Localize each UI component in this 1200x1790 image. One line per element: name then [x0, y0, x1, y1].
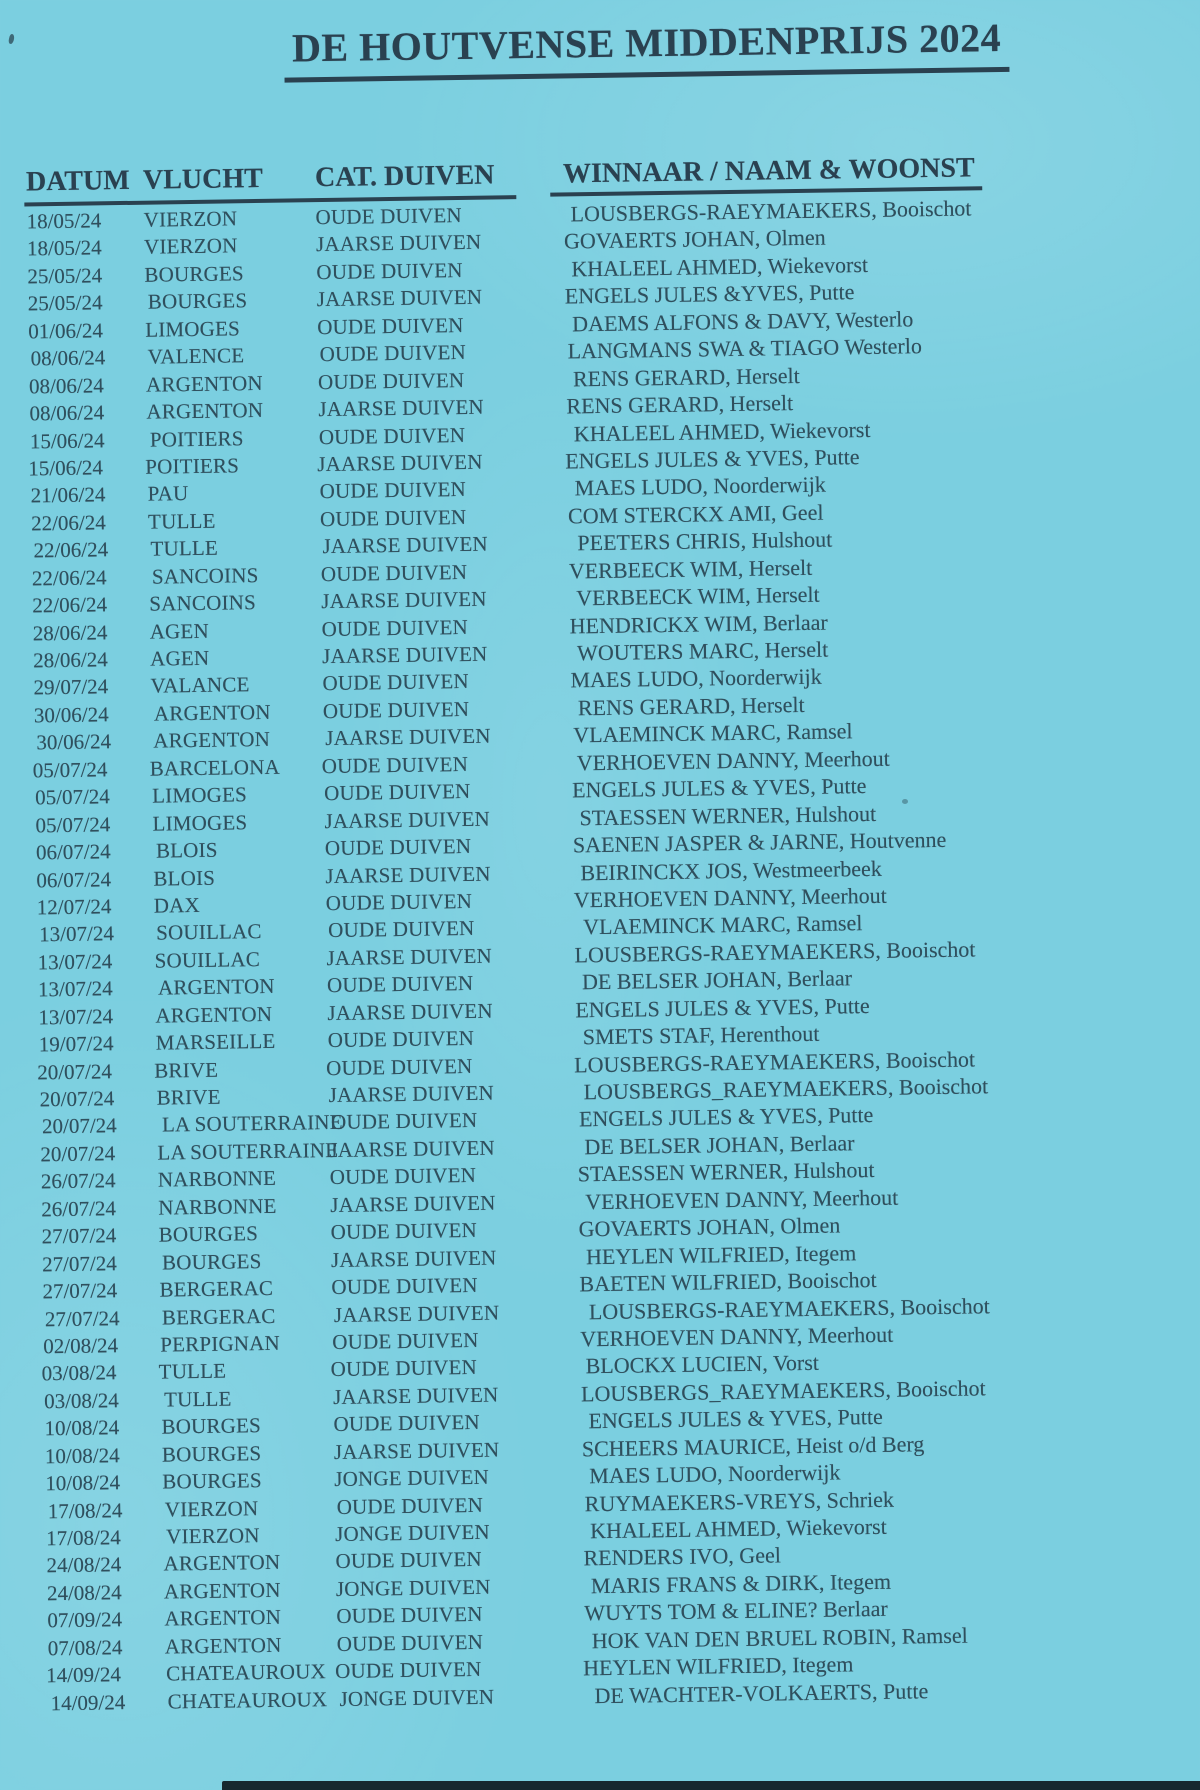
cell-vlucht: BOURGES: [147, 288, 248, 314]
cell-vlucht: BOURGES: [158, 1221, 259, 1247]
cell-vlucht: TULLE: [150, 535, 219, 561]
cell-cat-duiven: OUDE DUIVEN: [329, 1163, 477, 1190]
cell-datum: 05/07/24: [35, 811, 111, 837]
cell-winnaar: SMETS STAF, Herenthout: [582, 1020, 820, 1050]
cell-datum: 14/09/24: [46, 1662, 122, 1688]
cell-vlucht: VIERZON: [164, 1495, 259, 1522]
cell-cat-duiven: JAARSE DUIVEN: [322, 531, 488, 559]
cell-datum: 25/05/24: [27, 263, 103, 289]
cell-datum: 18/05/24: [26, 235, 102, 261]
cell-vlucht: BOURGES: [161, 1413, 262, 1439]
cell-datum: 27/07/24: [42, 1278, 118, 1304]
cell-cat-duiven: JAARSE DUIVEN: [316, 285, 483, 312]
cell-cat-duiven: JAARSE DUIVEN: [328, 1080, 495, 1108]
cell-vlucht: LIMOGES: [151, 782, 248, 808]
cell-winnaar: ENGELS JULES & YVES, Putte: [565, 444, 860, 474]
cell-datum: 07/08/24: [47, 1634, 123, 1661]
cell-cat-duiven: JONGE DUIVEN: [335, 1574, 491, 1601]
cell-winnaar: VERBEECK WIM, Herselt: [576, 581, 820, 611]
cell-cat-duiven: OUDE DUIVEN: [321, 614, 469, 641]
cell-winnaar: LOUSBERGS-RAEYMAEKERS, Booischot: [574, 936, 976, 968]
cell-winnaar: SCHEERS MAURICE, Heist o/d Berg: [581, 1430, 925, 1462]
cell-cat-duiven: OUDE DUIVEN: [316, 257, 463, 285]
cell-vlucht: LA SOUTERRAINE: [161, 1110, 343, 1137]
cell-datum: 08/06/24: [30, 345, 106, 371]
cell-vlucht: BOURGES: [161, 1248, 262, 1275]
cell-datum: 17/08/24: [45, 1525, 121, 1551]
cell-datum: 08/06/24: [28, 372, 104, 399]
cell-winnaar: COM STERCKX AMI, Geel: [567, 499, 824, 529]
cell-datum: 25/05/24: [27, 290, 103, 316]
cell-winnaar: MAES LUDO, Noorderwijk: [589, 1459, 841, 1489]
cell-vlucht: LA SOUTERRAINE: [157, 1137, 339, 1165]
cell-vlucht: NARBONNE: [157, 1166, 277, 1192]
cell-cat-duiven: OUDE DUIVEN: [335, 1547, 482, 1574]
cell-vlucht: SANCOINS: [151, 562, 259, 589]
cell-vlucht: ARGENTON: [163, 1550, 281, 1576]
cell-datum: 27/07/24: [41, 1223, 117, 1249]
cell-cat-duiven: JAARSE DUIVEN: [324, 806, 491, 833]
cell-datum: 13/07/24: [37, 976, 113, 1002]
cell-cat-duiven: JAARSE DUIVEN: [333, 1437, 500, 1464]
cell-cat-duiven: JAARSE DUIVEN: [325, 723, 491, 751]
cell-winnaar: STAESSEN WERNER, Hulshout: [579, 800, 877, 830]
cell-datum: 01/06/24: [28, 318, 104, 344]
cell-winnaar: LOUSBERGS-RAEYMAEKERS, Booischot: [570, 195, 972, 227]
cell-cat-duiven: JONGE DUIVEN: [334, 1519, 490, 1547]
cell-cat-duiven: OUDE DUIVEN: [330, 1218, 478, 1245]
cell-cat-duiven: JAARSE DUIVEN: [325, 861, 491, 888]
cell-winnaar: ENGELS JULES & YVES, Putte: [578, 1102, 874, 1132]
cell-winnaar: MARIS FRANS & DIRK, Itegem: [590, 1568, 892, 1599]
cell-winnaar: ENGELS JULES & YVES, Putte: [571, 773, 867, 803]
cell-datum: 24/08/24: [46, 1552, 122, 1578]
cell-datum: 28/06/24: [32, 619, 108, 645]
cell-vlucht: BERGERAC: [159, 1275, 274, 1302]
cell-cat-duiven: OUDE DUIVEN: [336, 1492, 484, 1519]
cell-cat-duiven: OUDE DUIVEN: [330, 1108, 478, 1135]
cell-vlucht: BERGERAC: [161, 1303, 276, 1330]
cell-winnaar: PEETERS CHRIS, Hulshout: [577, 526, 833, 556]
cell-cat-duiven: OUDE DUIVEN: [330, 1355, 478, 1382]
cell-datum: 26/07/24: [40, 1168, 116, 1194]
cell-winnaar: VERHOEVEN DANNY, Meerhout: [576, 745, 890, 776]
cell-datum: 06/07/24: [35, 839, 111, 865]
cell-vlucht: BRIVE: [154, 1057, 219, 1083]
cell-cat-duiven: JAARSE DUIVEN: [327, 998, 493, 1025]
cell-cat-duiven: OUDE DUIVEN: [317, 367, 465, 394]
cell-datum: 20/07/24: [39, 1086, 115, 1112]
cell-cat-duiven: OUDE DUIVEN: [326, 1053, 473, 1080]
cell-cat-duiven: OUDE DUIVEN: [317, 312, 464, 339]
cell-winnaar: RENS GERARD, Herselt: [566, 390, 794, 419]
cell-cat-duiven: OUDE DUIVEN: [336, 1602, 483, 1629]
cell-cat-duiven: JAARSE DUIVEN: [321, 586, 487, 614]
cell-vlucht: ARGENTON: [157, 974, 275, 1000]
cell-cat-duiven: OUDE DUIVEN: [334, 1657, 482, 1684]
cell-winnaar: HEYLEN WILFRIED, Itegem: [585, 1239, 857, 1269]
cell-vlucht: ARGENTON: [153, 727, 271, 753]
cell-winnaar: GOVAERTS JOHAN, Olmen: [563, 225, 826, 254]
cell-datum: 17/08/24: [47, 1497, 123, 1523]
cell-datum: 19/07/24: [38, 1031, 114, 1057]
cell-vlucht: TULLE: [163, 1386, 232, 1412]
cell-cat-duiven: JAARSE DUIVEN: [330, 1245, 497, 1272]
page-title: DE HOUTVENSE MIDDENPRIJS 2024: [284, 14, 1010, 83]
cell-vlucht: PAU: [147, 481, 189, 507]
cell-cat-duiven: OUDE DUIVEN: [326, 971, 474, 998]
cell-cat-duiven: OUDE DUIVEN: [315, 202, 463, 230]
cell-vlucht: ARGENTON: [164, 1632, 282, 1659]
cell-vlucht: DAX: [153, 892, 201, 918]
cell-datum: 18/05/24: [26, 208, 102, 234]
cell-vlucht: AGEN: [149, 618, 210, 644]
cell-cat-duiven: OUDE DUIVEN: [325, 888, 473, 916]
cell-cat-duiven: JAARSE DUIVEN: [318, 394, 484, 422]
cell-vlucht: BOURGES: [162, 1468, 262, 1494]
cell-cat-duiven: OUDE DUIVEN: [321, 751, 469, 778]
cell-cat-duiven: JAARSE DUIVEN: [321, 641, 488, 669]
cell-datum: 27/07/24: [41, 1250, 117, 1276]
cell-winnaar: RENS GERARD, Herselt: [577, 691, 805, 721]
cell-winnaar: WOUTERS MARC, Herselt: [576, 636, 829, 666]
cell-cat-duiven: OUDE DUIVEN: [322, 669, 469, 696]
cell-datum: 29/07/24: [33, 674, 109, 700]
cell-winnaar: HENDRICKX WIM, Berlaar: [569, 609, 828, 638]
cell-winnaar: HOK VAN DEN BRUEL ROBIN, Ramsel: [591, 1622, 968, 1653]
cell-winnaar: RUYMAEKERS-VREYS, Schriek: [584, 1486, 895, 1516]
cell-vlucht: BLOIS: [155, 837, 218, 863]
cell-vlucht: LIMOGES: [145, 316, 241, 342]
cell-cat-duiven: JAARSE DUIVEN: [329, 1135, 495, 1162]
cell-datum: 20/07/24: [37, 1058, 113, 1084]
cell-winnaar: LOUSBERGS-RAEYMAEKERS, Booischot: [588, 1292, 990, 1324]
cell-cat-duiven: OUDE DUIVEN: [319, 504, 467, 531]
cell-vlucht: TULLE: [147, 508, 216, 534]
cell-winnaar: DE BELSER JOHAN, Berlaar: [581, 965, 853, 995]
cell-cat-duiven: OUDE DUIVEN: [318, 422, 466, 449]
cell-vlucht: BLOIS: [153, 865, 216, 891]
cell-vlucht: POITIERS: [149, 425, 244, 452]
cell-datum: 10/08/24: [45, 1470, 121, 1496]
cell-cat-duiven: OUDE DUIVEN: [323, 779, 471, 806]
cell-datum: 03/08/24: [41, 1360, 117, 1386]
cell-vlucht: PERPIGNAN: [160, 1330, 281, 1357]
cell-winnaar: KHALEEL AHMED, Wiekevorst: [571, 251, 869, 282]
cell-vlucht: AGEN: [149, 645, 210, 671]
cell-cat-duiven: OUDE DUIVEN: [324, 833, 472, 861]
cell-cat-duiven: JAARSE DUIVEN: [332, 1382, 499, 1409]
cell-datum: 13/07/24: [38, 1003, 114, 1030]
cell-winnaar: DE WACHTER-VOLKAERTS, Putte: [594, 1677, 929, 1708]
cell-datum: 30/06/24: [36, 729, 112, 755]
cell-winnaar: ENGELS JULES & YVES, Putte: [588, 1404, 883, 1434]
cell-vlucht: SOUILLAC: [154, 946, 261, 973]
results-table: [0, 191, 1200, 1718]
cell-cat-duiven: JAARSE DUIVEN: [317, 449, 483, 477]
cell-cat-duiven: JONGE DUIVEN: [334, 1464, 490, 1492]
cell-datum: 22/06/24: [32, 592, 108, 618]
cell-datum: 14/09/24: [50, 1689, 126, 1715]
cell-datum: 10/08/24: [44, 1442, 120, 1468]
column-header-winnaar: WINNAAR / NAAM & WOONST: [562, 152, 975, 190]
cell-datum: 05/07/24: [34, 784, 111, 810]
cell-datum: 05/07/24: [32, 757, 108, 783]
cell-vlucht: LIMOGES: [152, 809, 248, 836]
cell-vlucht: BRIVE: [156, 1084, 221, 1110]
cell-vlucht: CHATEAUROUX: [167, 1686, 328, 1714]
cell-winnaar: RENDERS IVO, Geel: [583, 1542, 782, 1571]
cell-winnaar: BEIRINCKX JOS, Westmeerbeek: [580, 855, 882, 885]
cell-winnaar: LOUSBERGS_RAEYMAEKERS, Booischot: [583, 1073, 989, 1105]
cell-winnaar: MAES LUDO, Noorderwijk: [574, 471, 826, 501]
cell-cat-duiven: OUDE DUIVEN: [320, 559, 468, 586]
cell-vlucht: ARGENTON: [155, 1001, 273, 1028]
cell-cat-duiven: OUDE DUIVEN: [332, 1327, 479, 1354]
cell-datum: 13/07/24: [37, 949, 113, 975]
cell-datum: 12/07/24: [36, 894, 112, 920]
cell-winnaar: BAETEN WILFRIED, Booischot: [579, 1267, 877, 1297]
cell-cat-duiven: OUDE DUIVEN: [327, 1026, 475, 1053]
column-header-cat-duiven: CAT. DUIVEN: [314, 159, 495, 194]
cell-vlucht: BOURGES: [144, 261, 245, 287]
cell-winnaar: DE BELSER JOHAN, Berlaar: [584, 1130, 855, 1160]
cell-winnaar: DAEMS ALFONS & DAVY, Westerlo: [572, 306, 914, 337]
cell-winnaar: VERHOEVEN DANNY, Meerhout: [580, 1321, 894, 1352]
cell-vlucht: SOUILLAC: [156, 919, 262, 945]
cell-winnaar: LANGMANS SWA & TIAGO Westerlo: [567, 333, 923, 364]
cell-winnaar: LOUSBERGS-RAEYMAEKERS, Booischot: [573, 1046, 976, 1077]
cell-vlucht: TULLE: [158, 1358, 227, 1384]
cell-datum: 22/06/24: [31, 564, 107, 591]
cell-cat-duiven: JAARSE DUIVEN: [326, 943, 493, 970]
cell-datum: 20/07/24: [41, 1113, 117, 1139]
cell-cat-duiven: OUDE DUIVEN: [319, 477, 467, 504]
cell-vlucht: VIERZON: [165, 1523, 260, 1549]
cell-winnaar: STAESSEN WERNER, Hulshout: [577, 1157, 875, 1187]
cell-winnaar: VERHOEVEN DANNY, Meerhout: [573, 882, 887, 913]
cell-winnaar: LOUSBERGS_RAEYMAEKERS, Booischot: [580, 1375, 986, 1407]
cell-vlucht: BOURGES: [161, 1440, 262, 1467]
cell-vlucht: MARSEILLE: [155, 1028, 276, 1055]
cell-vlucht: ARGENTON: [145, 370, 263, 397]
cell-cat-duiven: OUDE DUIVEN: [319, 340, 467, 367]
scan-speck: [902, 799, 908, 804]
cell-winnaar: KHALEEL AHMED, Wiekevorst: [589, 1513, 887, 1544]
cell-vlucht: VALENCE: [147, 343, 245, 369]
cell-winnaar: MAES LUDO, Noorderwijk: [570, 664, 822, 693]
cell-cat-duiven: OUDE DUIVEN: [331, 1272, 478, 1300]
cell-datum: 06/07/24: [36, 866, 112, 892]
cell-winnaar: ENGELS JULES & YVES, Putte: [575, 992, 870, 1023]
cell-datum: 13/07/24: [39, 921, 115, 947]
cell-vlucht: VALANCE: [150, 672, 250, 699]
cell-datum: 20/07/24: [40, 1141, 116, 1167]
cell-vlucht: ARGENTON: [153, 699, 271, 726]
column-header-datum: DATUM: [25, 164, 130, 198]
cell-vlucht: SANCOINS: [149, 590, 257, 616]
cell-datum: 21/06/24: [30, 482, 106, 508]
cell-vlucht: POITIERS: [145, 453, 240, 479]
cell-cat-duiven: OUDE DUIVEN: [327, 916, 475, 943]
cell-datum: 26/07/24: [41, 1195, 117, 1222]
cell-winnaar: HEYLEN WILFRIED, Itegem: [582, 1651, 854, 1681]
cell-datum: 30/06/24: [33, 702, 109, 728]
cell-vlucht: BARCELONA: [149, 754, 281, 781]
cell-cat-duiven: JAARSE DUIVEN: [333, 1300, 500, 1327]
cell-cat-duiven: JAARSE DUIVEN: [315, 230, 482, 257]
cell-datum: 07/09/24: [47, 1607, 123, 1633]
table-header: [0, 149, 1190, 199]
cell-vlucht: NARBONNE: [158, 1193, 277, 1220]
cell-winnaar: VLAEMINCK MARC, Ramsel: [582, 910, 863, 940]
cell-vlucht: ARGENTON: [146, 398, 264, 424]
scan-edge-artifact: [222, 1781, 1200, 1790]
cell-winnaar: VERHOEVEN DANNY, Meerhout: [585, 1184, 899, 1215]
cell-datum: 08/06/24: [29, 400, 105, 426]
cell-datum: 02/08/24: [43, 1333, 119, 1359]
cell-datum: 15/06/24: [29, 427, 105, 453]
cell-cat-duiven: OUDE DUIVEN: [333, 1410, 480, 1437]
cell-cat-duiven: OUDE DUIVEN: [336, 1629, 484, 1656]
cell-datum: 22/06/24: [33, 537, 109, 563]
cell-winnaar: VERBEECK WIM, Herselt: [568, 554, 813, 584]
cell-winnaar: SAENEN JASPER & JARNE, Houtvenne: [572, 826, 947, 858]
cell-winnaar: BLOCKX LUCIEN, Vorst: [585, 1350, 820, 1379]
cell-datum: 24/08/24: [46, 1580, 122, 1606]
cell-datum: 10/08/24: [44, 1415, 120, 1441]
cell-winnaar: WUYTS TOM & ELINE? Berlaar: [584, 1596, 888, 1626]
cell-winnaar: GOVAERTS JOHAN, Olmen: [578, 1212, 841, 1242]
cell-winnaar: RENS GERARD, Herselt: [572, 362, 800, 391]
cell-datum: 28/06/24: [32, 647, 108, 673]
cell-winnaar: KHALEEL AHMED, Wiekevorst: [573, 416, 871, 446]
cell-datum: 27/07/24: [44, 1305, 120, 1331]
cell-winnaar: VLAEMINCK MARC, Ramsel: [573, 718, 853, 748]
cell-datum: 03/08/24: [43, 1388, 119, 1414]
cell-vlucht: CHATEAUROUX: [165, 1659, 327, 1686]
cell-datum: 22/06/24: [30, 510, 106, 536]
cell-vlucht: ARGENTON: [164, 1605, 282, 1631]
cell-winnaar: ENGELS JULES &YVES, Putte: [564, 279, 855, 309]
cell-cat-duiven: OUDE DUIVEN: [322, 696, 470, 723]
cell-cat-duiven: JONGE DUIVEN: [339, 1684, 495, 1711]
cell-vlucht: VIERZON: [143, 233, 238, 260]
cell-vlucht: ARGENTON: [163, 1577, 281, 1604]
column-header-vlucht: VLUCHT: [142, 162, 264, 196]
cell-datum: 15/06/24: [28, 455, 104, 481]
cell-cat-duiven: JAARSE DUIVEN: [330, 1190, 496, 1217]
cell-vlucht: VIERZON: [143, 206, 238, 232]
